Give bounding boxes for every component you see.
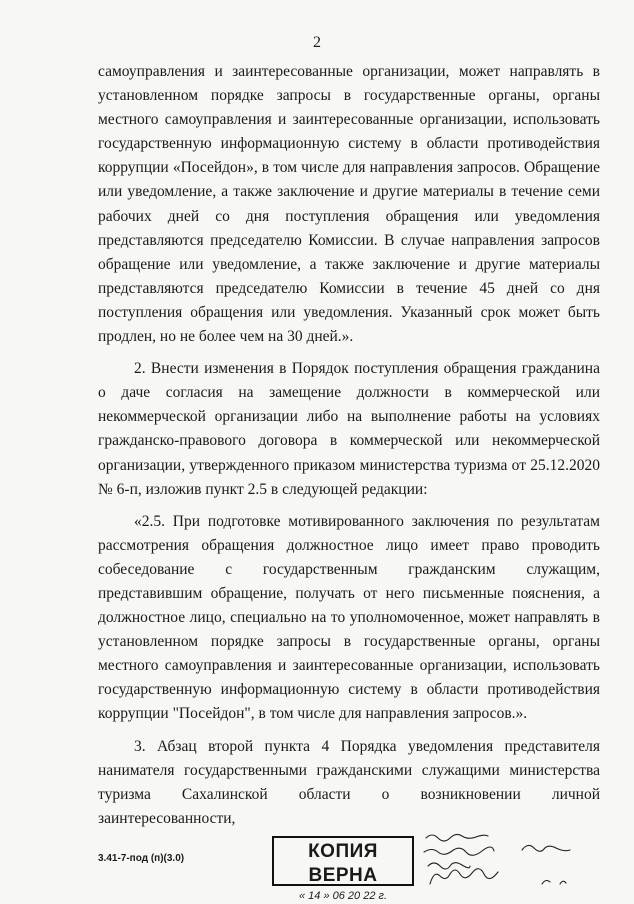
handwritten-signature [420, 828, 616, 894]
copy-certified-stamp [272, 836, 414, 902]
paragraph-item-2: 2. Внести изменения в Порядок поступления обращения гражданина о даче согласия на замещение должности в коммерческой или некоммерческой организации либо на выполнение работы на условиях гражданско-правового договора в коммерческой или некоммерческой организации, утвержденного приказом министерства туризма от 25.12.2020 № 6-п, изложив пункт 2.5 в следующей редакции: [98, 360, 600, 498]
stamp-title: КОПИЯ ВЕРНА [308, 841, 378, 886]
paragraph-continuation: самоуправления и заинтересованные организации, может направлять в установленном порядке запросы в государственные органы, органы местного самоуправления и заинтересованные организации, использовать государственную информационную систему в области противодействия коррупции «Посейдон», в том числе для направления запросов. Обращение или уведомление, а также заключение и другие материалы в течение семи рабочих дней со дня поступления обращения или уведомления представляются председателю Комиссии. В случае направления запросов обращение или уведомление, а также заключение и другие материалы представляются председателю Комиссии в течение 45 дней со дня поступления обращения или уведомления. Указанный срок может быть продлен, но не более чем на 30 дней.». [98, 63, 600, 346]
stamp-date: « 14 » 06 20 22 г. [299, 890, 387, 902]
paragraph-quoted-2-5: «2.5. При подготовке мотивированного заключения по результатам рассмотрения обращения должностное лицо имеет право проводить собеседование с государственным гражданским служащим, представившим обращение, получать от него письменные пояснения, а должностное лицо, специально на то уполномоченное, может направлять в установленном порядке запросы в государственные органы, органы местного самоуправления и заинтересованные организации, использовать государственную информационную систему в области противодействия коррупции "Посейдон", в том числе для направления запросов.». [98, 512, 600, 723]
signature-scribble-icon [420, 828, 616, 894]
document-code: 3.41-7-под (п)(3.0) [98, 853, 185, 864]
document-body [98, 60, 600, 831]
page-number: 2 [313, 34, 321, 51]
paragraph-item-3: 3. Абзац второй пункта 4 Порядка уведомления представителя нанимателя государственными гражданскими служащими министерства туризма Сахалинской области о возникновении личной заинтересованности, [98, 737, 600, 827]
